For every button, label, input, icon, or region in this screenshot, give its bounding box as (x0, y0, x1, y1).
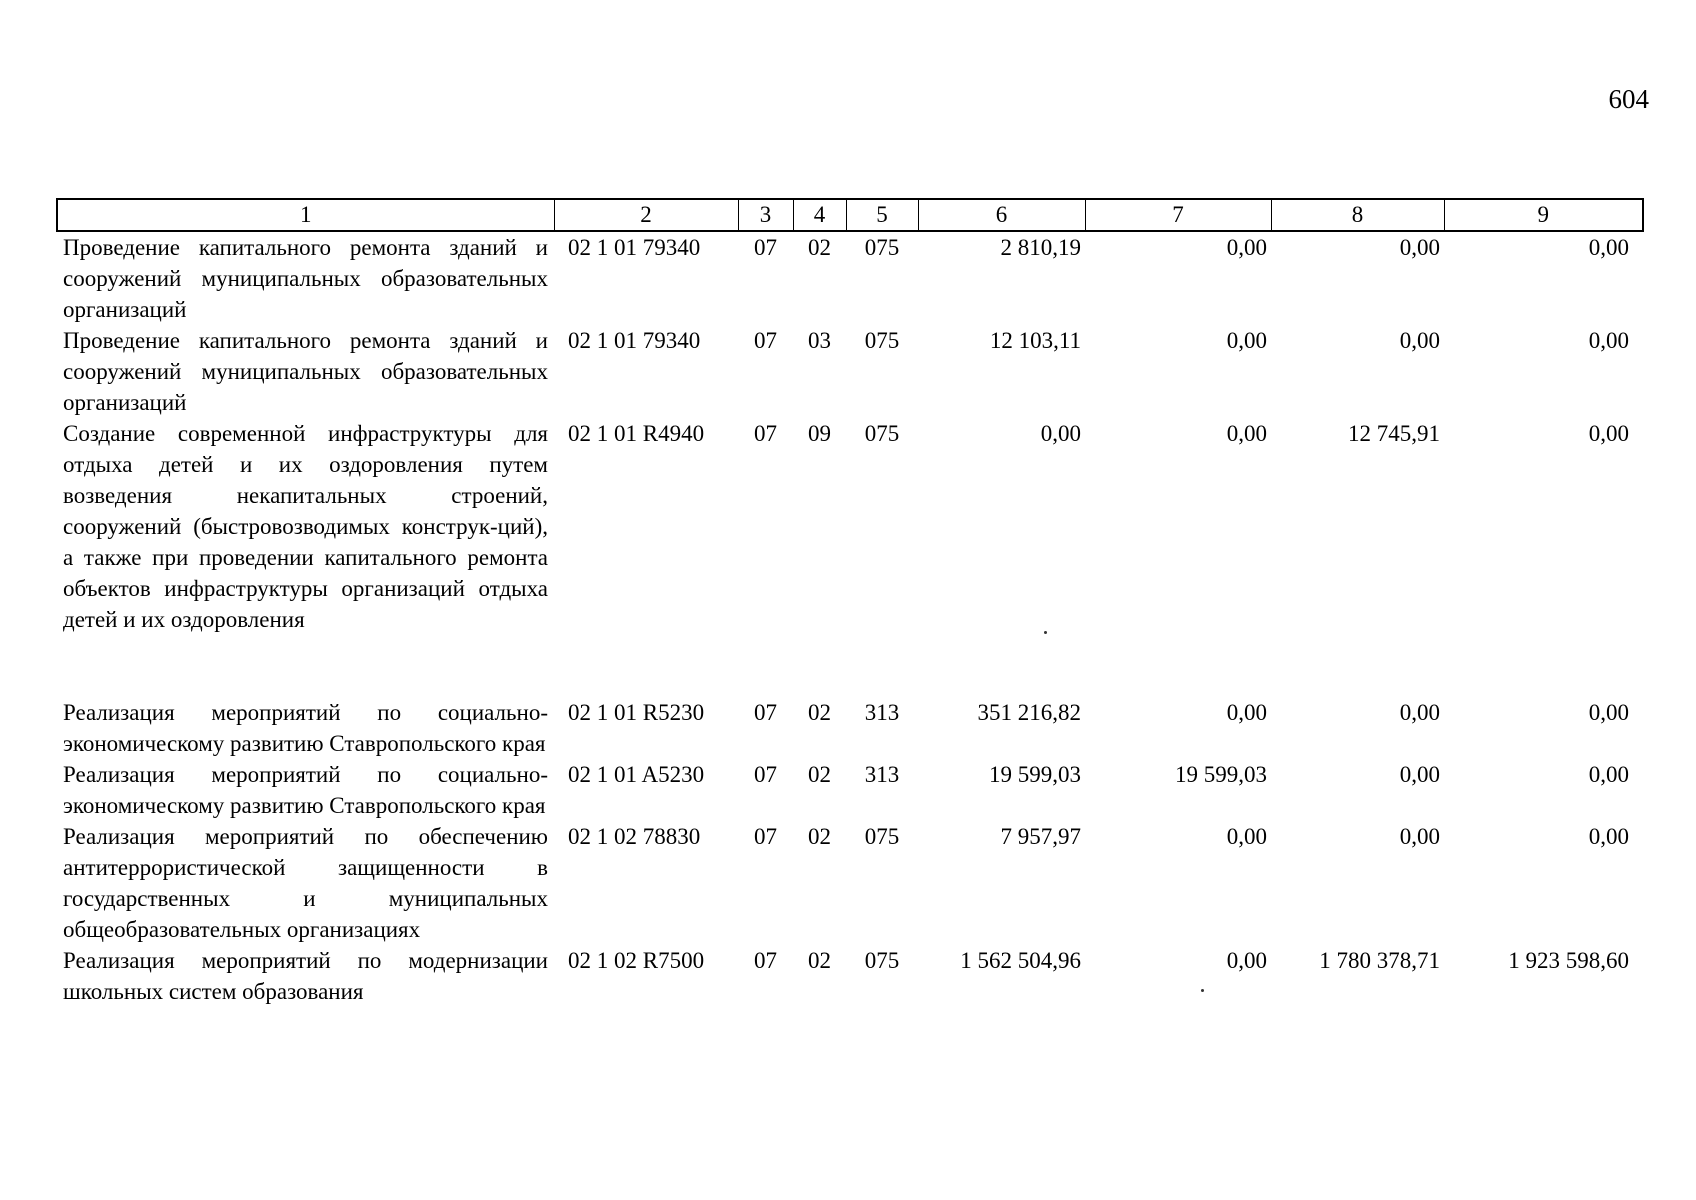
column-header-6: 6 (918, 199, 1085, 231)
row-code: 02 1 01 R4940 (568, 421, 705, 446)
row-value-7: 0,00 (1226, 824, 1267, 849)
table-row (57, 325, 1643, 418)
column-header-3: 3 (738, 199, 793, 231)
row-code: 02 1 01 A5230 (568, 762, 705, 787)
row-expense-type: 075 (864, 328, 900, 353)
row-section: 07 (754, 948, 777, 973)
row-section: 07 (754, 421, 777, 446)
row-subsection: 02 (808, 948, 831, 973)
row-value-6: 7 957,97 (1000, 824, 1081, 849)
row-value-8: 12 745,91 (1348, 421, 1440, 446)
row-value-9: 0,00 (1588, 328, 1629, 353)
table-row (57, 821, 1643, 945)
column-header-5: 5 (846, 199, 918, 231)
scan-speck (1044, 631, 1047, 634)
row-code: 02 1 02 R7500 (568, 948, 705, 973)
row-value-6: 351 216,82 (977, 700, 1081, 725)
row-value-9: 0,00 (1588, 762, 1629, 787)
budget-table (56, 198, 1644, 1007)
row-expense-type: 075 (864, 421, 900, 446)
row-section: 07 (754, 328, 777, 353)
row-value-6: 0,00 (1040, 421, 1081, 446)
table-row (57, 945, 1643, 1007)
row-subsection: 02 (808, 235, 831, 260)
table-body (57, 231, 1643, 1007)
row-value-8: 1 780 378,71 (1319, 948, 1440, 973)
spacer-cell (57, 635, 1643, 697)
row-value-8: 0,00 (1399, 700, 1440, 725)
table-row (57, 231, 1643, 325)
row-name: Создание современной инфраструктуры для отдыха детей и их оздоровления путем возведения некапитальных строений, сооружений (быстровозводимых конструк-ций), а также при проведении капитального ремонта объектов инфраструктуры организаций отдыха детей и их оздоровления (63, 421, 548, 632)
table-row (57, 759, 1643, 821)
row-section: 07 (754, 235, 777, 260)
scan-speck (1201, 989, 1204, 992)
row-value-7: 19 599,03 (1175, 762, 1267, 787)
row-subsection: 02 (808, 700, 831, 725)
column-header-7: 7 (1085, 199, 1271, 231)
table-header (57, 199, 1643, 231)
row-expense-type: 075 (864, 235, 900, 260)
row-subsection: 03 (808, 328, 831, 353)
row-expense-type: 313 (864, 700, 900, 725)
row-value-9: 1 923 598,60 (1508, 948, 1629, 973)
row-section: 07 (754, 700, 777, 725)
row-subsection: 09 (808, 421, 831, 446)
row-name: Проведение капитального ремонта зданий и сооружений муниципальных образовательных организаций (63, 328, 548, 415)
row-value-7: 0,00 (1226, 328, 1267, 353)
row-name: Реализация мероприятий по социально-экономическому развитию Ставропольского края (63, 700, 548, 756)
row-value-7: 0,00 (1226, 421, 1267, 446)
row-value-9: 0,00 (1588, 700, 1629, 725)
row-value-9: 0,00 (1588, 421, 1629, 446)
row-name: Реализация мероприятий по модернизации школьных систем образования (63, 948, 548, 1004)
row-subsection: 02 (808, 824, 831, 849)
row-subsection: 02 (808, 762, 831, 787)
column-header-4: 4 (793, 199, 846, 231)
row-value-8: 0,00 (1399, 824, 1440, 849)
row-name: Реализация мероприятий по социально-экономическому развитию Ставропольского края (63, 762, 548, 818)
spacer-row (57, 635, 1643, 697)
row-value-8: 0,00 (1399, 235, 1440, 260)
column-header-1: 1 (57, 199, 554, 231)
row-value-8: 0,00 (1399, 762, 1440, 787)
row-section: 07 (754, 824, 777, 849)
row-code: 02 1 01 R5230 (568, 700, 705, 725)
row-value-7: 0,00 (1226, 700, 1267, 725)
row-value-8: 0,00 (1399, 328, 1440, 353)
row-value-7: 0,00 (1226, 235, 1267, 260)
row-name: Реализация мероприятий по обеспечению антитеррористической защищенности в государственных и муниципальных общеобразовательных организациях (63, 824, 548, 942)
row-name: Проведение капитального ремонта зданий и сооружений муниципальных образовательных организаций (63, 235, 548, 322)
row-code: 02 1 01 79340 (568, 235, 701, 260)
budget-table-container (56, 198, 1642, 1007)
row-value-9: 0,00 (1588, 824, 1629, 849)
column-header-8: 8 (1271, 199, 1444, 231)
row-value-6: 1 562 504,96 (960, 948, 1081, 973)
row-value-6: 2 810,19 (1000, 235, 1081, 260)
row-value-9: 0,00 (1588, 235, 1629, 260)
table-row (57, 418, 1643, 635)
row-value-6: 19 599,03 (989, 762, 1081, 787)
header-row (57, 199, 1643, 231)
row-expense-type: 075 (864, 948, 900, 973)
row-code: 02 1 02 78830 (568, 824, 701, 849)
row-value-7: 0,00 (1226, 948, 1267, 973)
row-value-6: 12 103,11 (989, 328, 1081, 353)
page-number: 604 (1608, 84, 1649, 114)
row-code: 02 1 01 79340 (568, 328, 701, 353)
row-section: 07 (754, 762, 777, 787)
column-header-9: 9 (1444, 199, 1643, 231)
column-header-2: 2 (554, 199, 738, 231)
row-expense-type: 313 (864, 762, 900, 787)
table-row (57, 697, 1643, 759)
row-expense-type: 075 (864, 824, 900, 849)
